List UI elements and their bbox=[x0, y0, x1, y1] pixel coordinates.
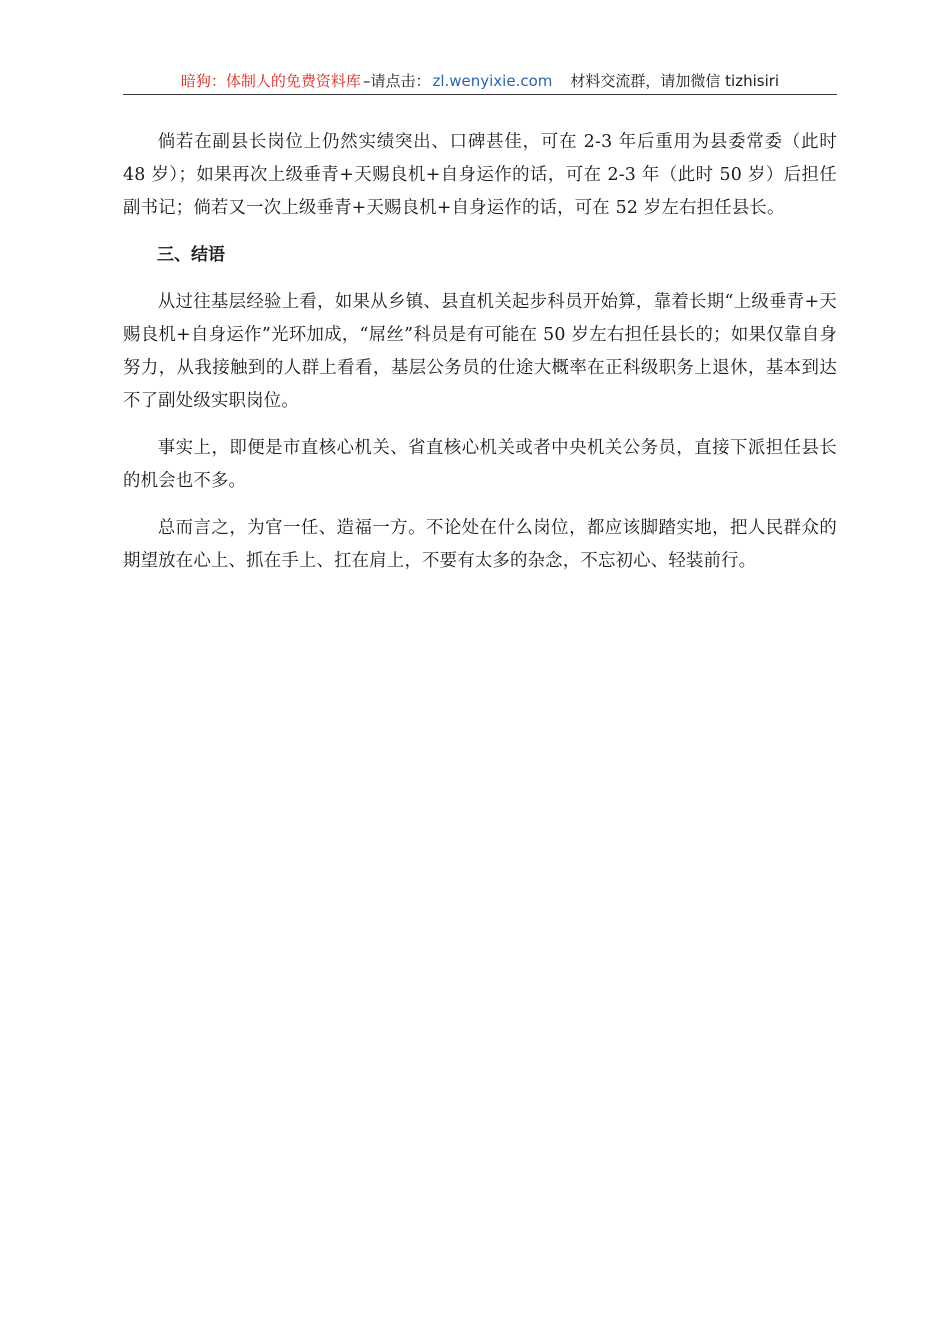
section-heading-conclusion: 三、结语 bbox=[157, 245, 225, 265]
document-body bbox=[123, 126, 837, 592]
paragraph-grassroots-experience: 从过往基层经验上看，如果从乡镇、县直机关起步科员开始算，靠着长期“上级垂青+天赐良机+自身运作”光环加成，“屌丝”科员是有可能在 50 岁左右担任县长的；如果仅靠自身努力，从我接触到的人群上看看，基层公务员的仕途大概率在正科级职务上退休，基本到达不了副处级实职岗位。 bbox=[123, 292, 837, 411]
header-group-note: 材料交流群，请加微信 tizhisiri bbox=[570, 72, 780, 90]
header-brand-text: 暗狗：体制人的免费资料库 bbox=[180, 72, 361, 90]
page-header bbox=[123, 70, 837, 95]
paragraph-fact: 事实上，即便是市直核心机关、省直核心机关或者中央机关公务员，直接下派担任县长的机会也不多。 bbox=[123, 438, 837, 491]
paragraph-promotion-path: 倘若在副县长岗位上仍然实绩突出、口碑甚佳，可在 2-3 年后重用为县委常委（此时 48 岁）；如果再次上级垂青+天赐良机+自身运作的话，可在 2-3 年（此时 50 岁）后担任副书记；倘若又一次上级垂青+天赐良机+自身运作的话，可在 52 岁左右担任县长。 bbox=[123, 132, 837, 218]
paragraph-summary: 总而言之，为官一任、造福一方。不论处在什么岗位，都应该脚踏实地，把人民群众的期望放在心上、抓在手上、扛在肩上，不要有太多的杂念，不忘初心、轻装前行。 bbox=[123, 518, 837, 571]
header-url-link[interactable]: zl.wenyixie.com bbox=[432, 72, 553, 90]
header-click-prompt: –请点击： bbox=[362, 72, 431, 90]
